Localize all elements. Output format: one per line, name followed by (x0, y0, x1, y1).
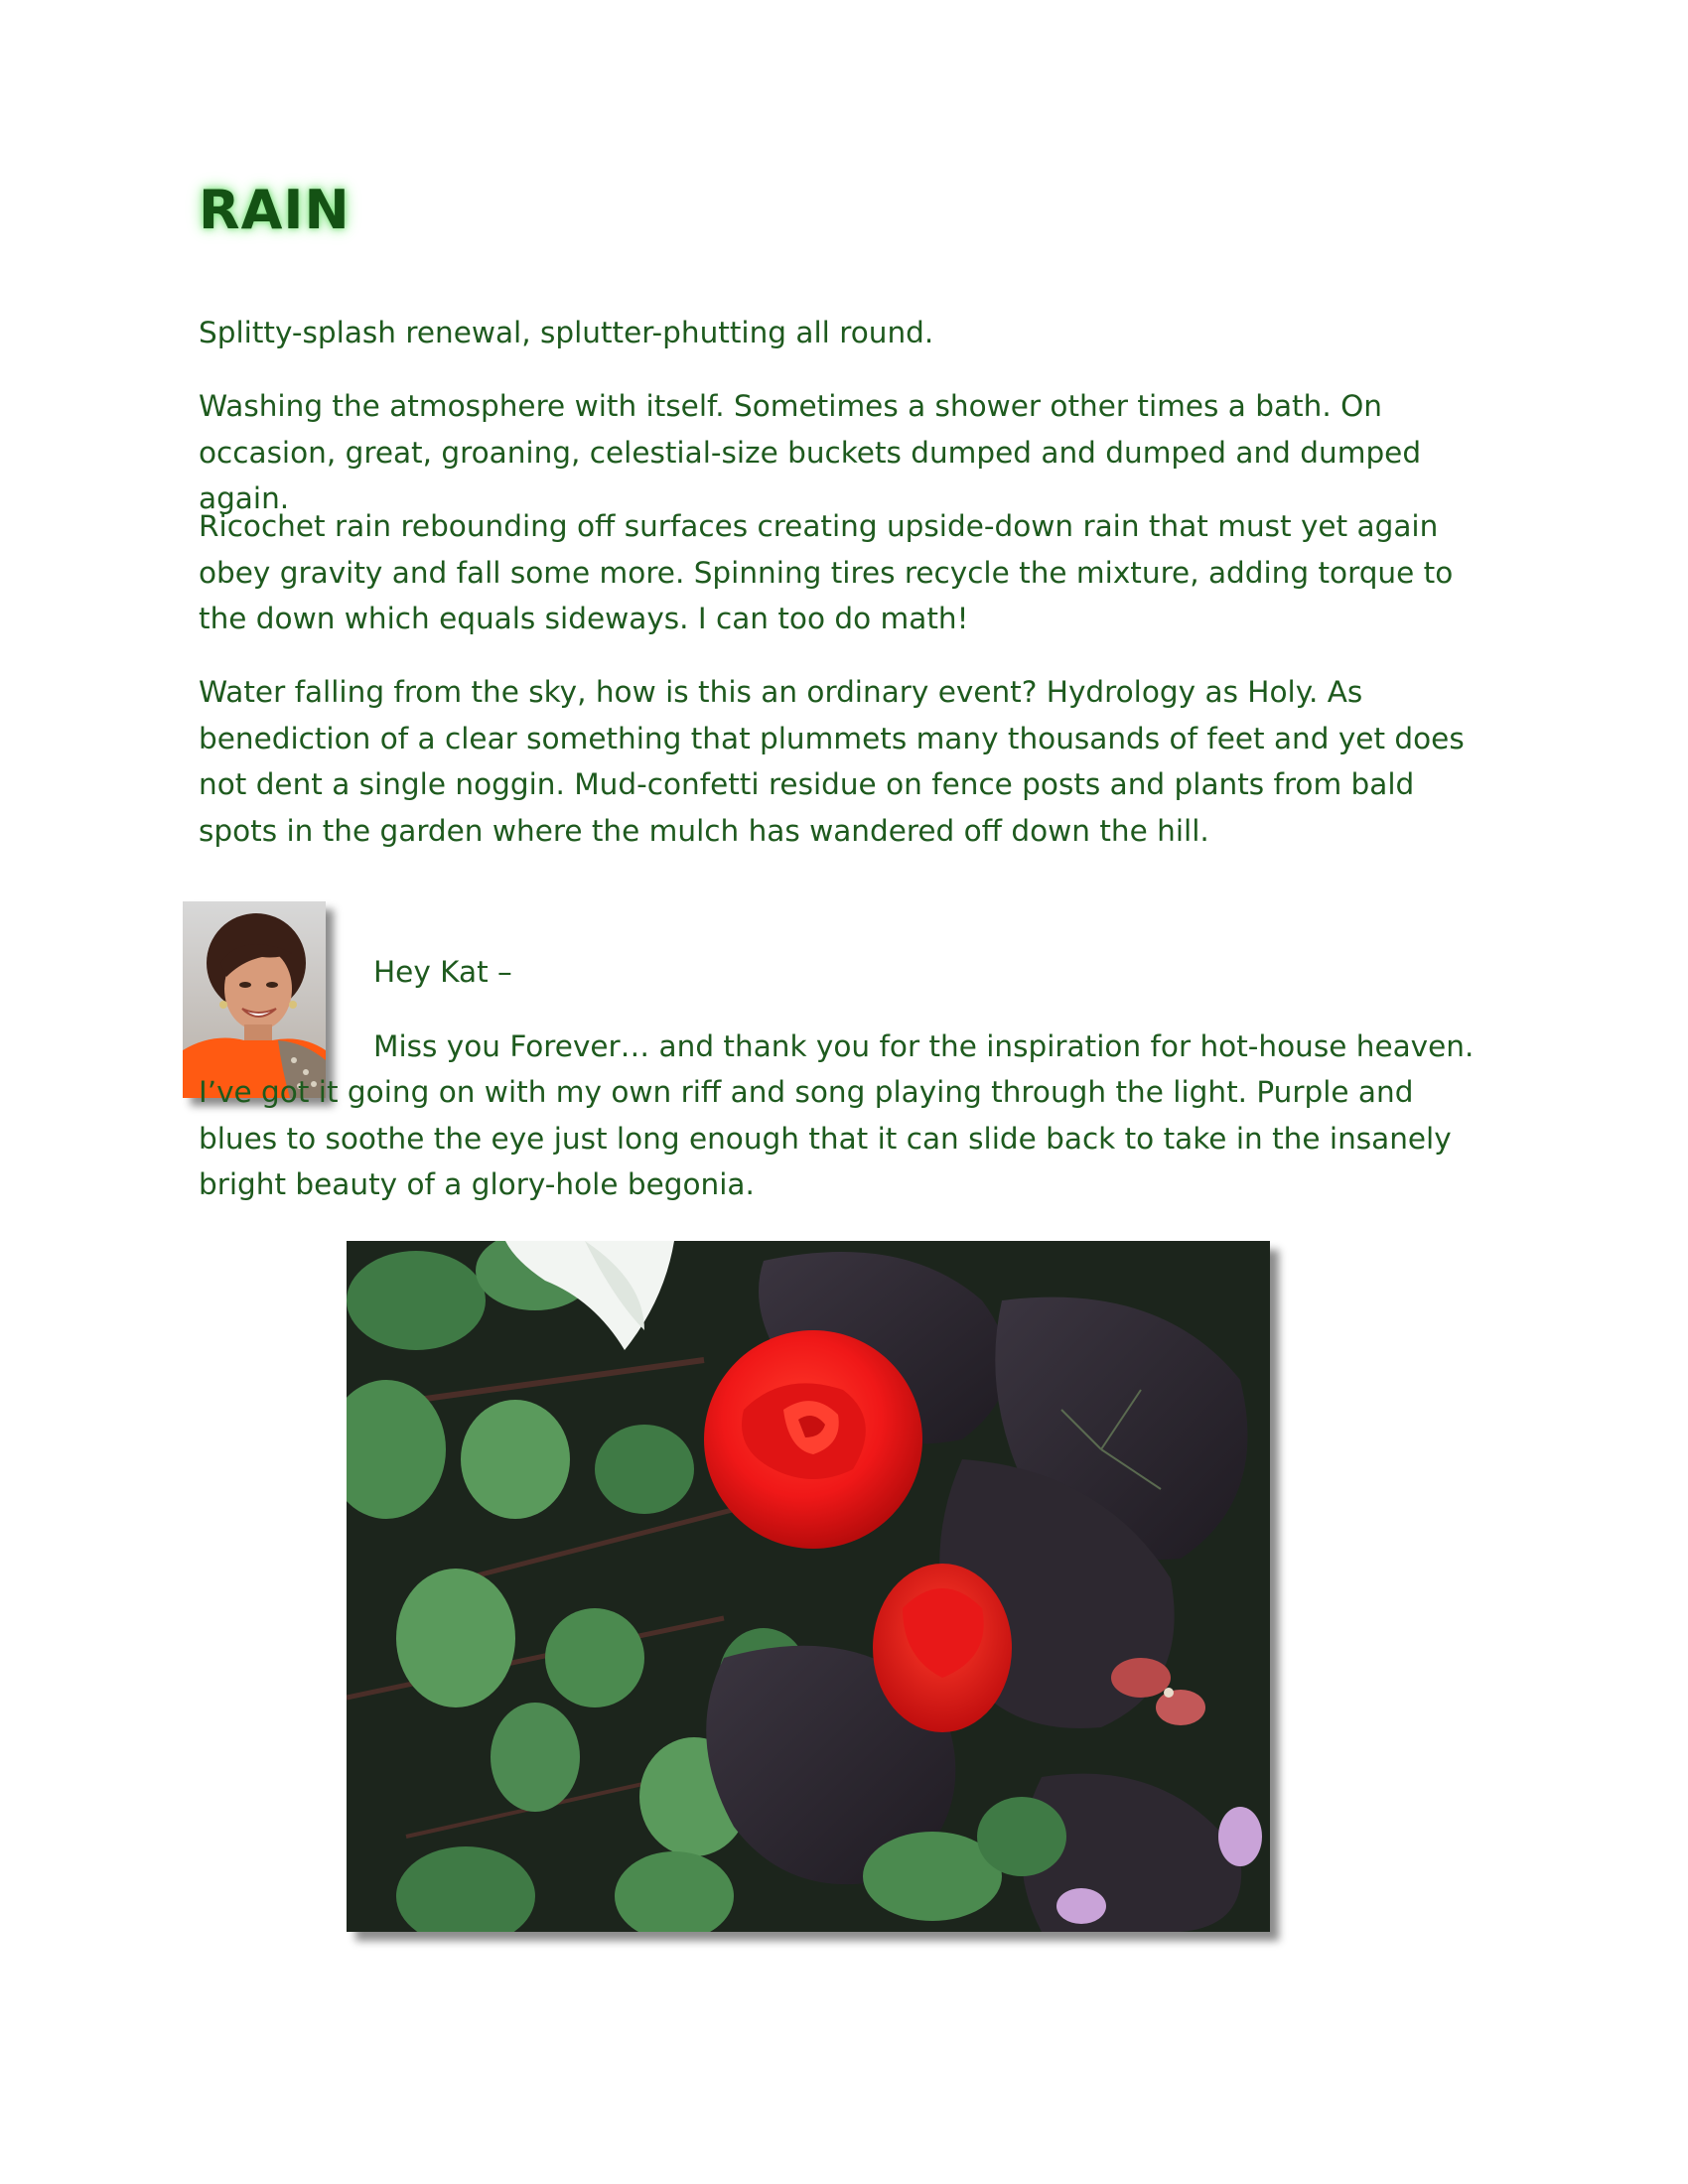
paragraph-text: Splitty-splash renewal, splutter-phutting all round. (199, 316, 934, 349)
paragraph-text: Washing the atmosphere with itself. Sometimes a shower other times a bath. On occasion, great, groaning, celestial-size buckets dumped and dumped and dumped again. (199, 389, 1422, 515)
page-title: RAIN (199, 179, 351, 241)
paragraph-1 (199, 310, 1499, 384)
begonia-photo (347, 1241, 1270, 1932)
letter-section (199, 949, 1499, 1208)
letter-body: Miss you Forever… and thank you for the inspiration for hot-house heaven. I’ve got it going on with my own riff and song playing through the light. Purple and blues to soothe the eye just long enough that it can slide back to take in the insanely bright beauty of a glory-hole begonia. (199, 1028, 1475, 1201)
paragraph-text: Water falling from the sky, how is this an ordinary event? Hydrology as Holy. As benediction of a clear something that plummets many thousands of feet and yet does not dent a single noggin. Mud-confetti residue on fence posts and plants from bald spots in the garden where the mulch has wandered off down the hill. (199, 675, 1465, 848)
letter-greeting: Hey Kat – (373, 955, 512, 989)
begonia-illustration (347, 1241, 1270, 1932)
paragraph-text: Ricochet rain rebounding off surfaces creating upside-down rain that must yet again obey gravity and fall some more. Spinning tires recycle the mixture, adding torque to the down which equals sideways. I can too do math! (199, 509, 1454, 635)
paragraph-4 (199, 669, 1499, 882)
paragraph-3 (199, 503, 1499, 670)
